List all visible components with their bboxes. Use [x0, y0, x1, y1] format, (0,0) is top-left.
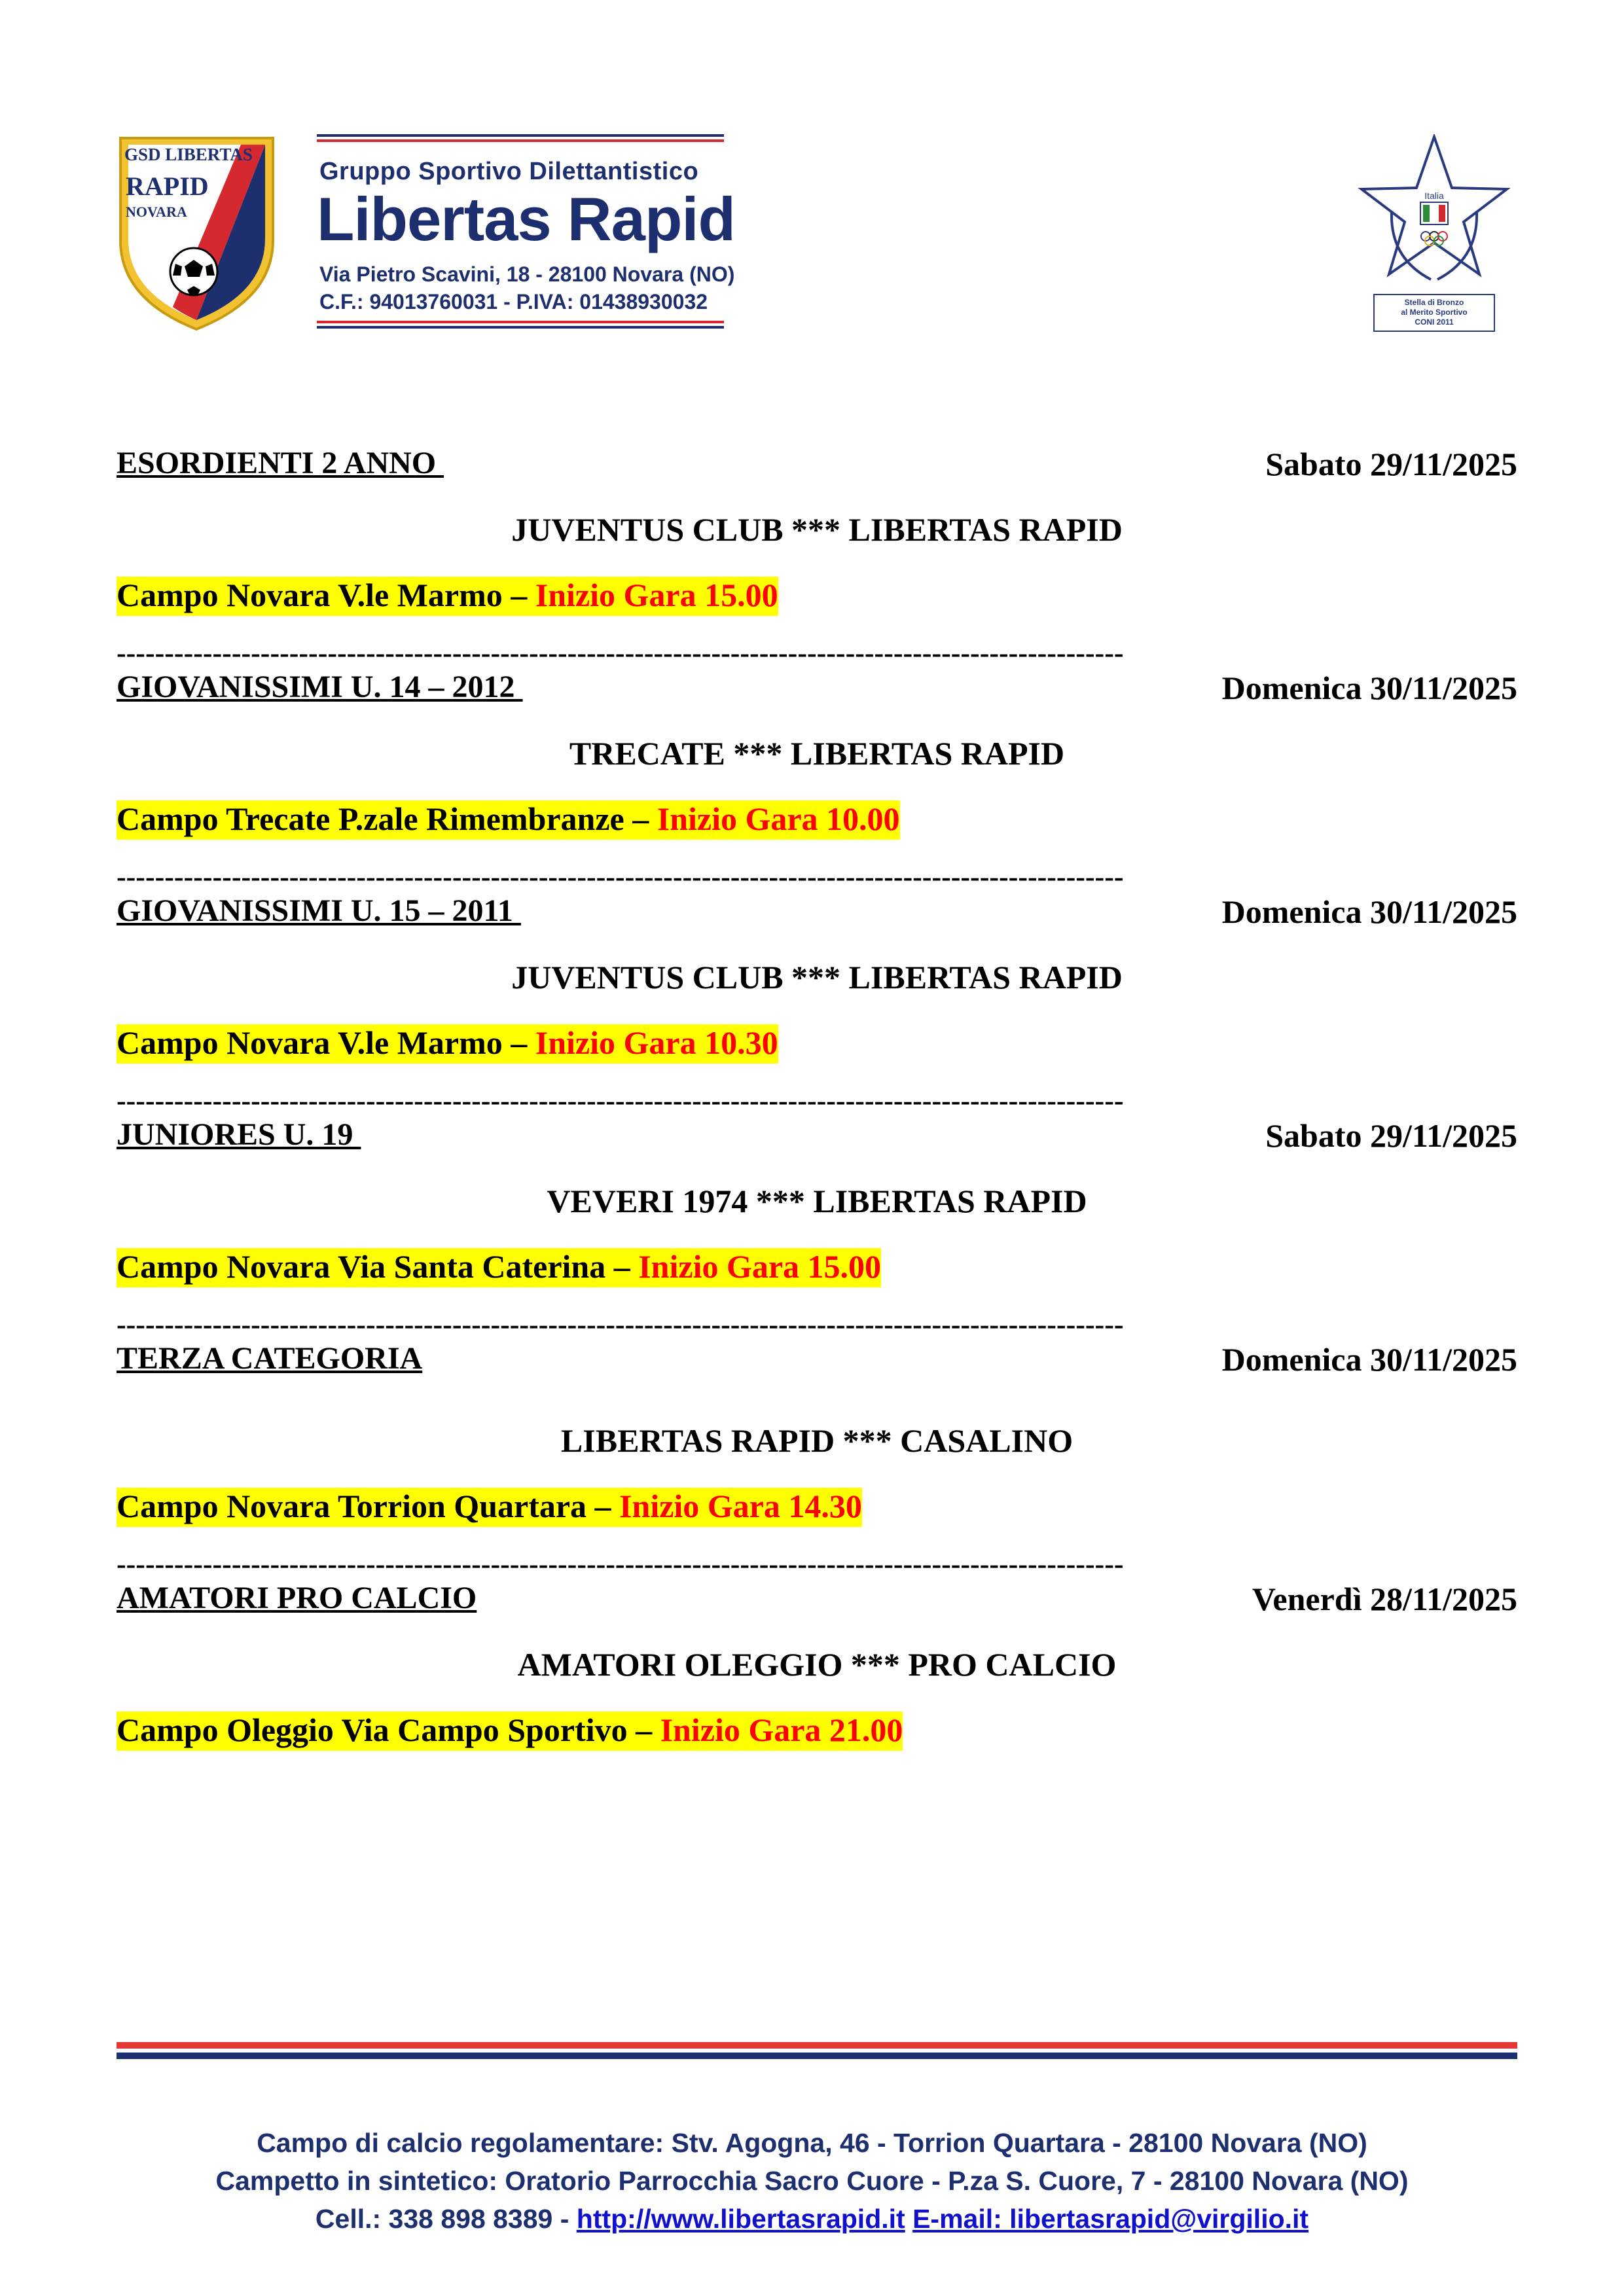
event-start-time: Inizio Gara 10.00	[657, 800, 900, 837]
footer-field-address: Campo di calcio regolamentare: Stv. Agogna, 46 - Torrion Quartara - 28100 Novara (NO)	[257, 2128, 1367, 2158]
event-start-time: Inizio Gara 21.00	[660, 1712, 903, 1748]
event-match: LIBERTAS RAPID *** CASALINO	[560, 1422, 1074, 1459]
coni-caption	[1373, 294, 1495, 332]
event-venue-line	[117, 1024, 1517, 1064]
event-date: Sabato 29/11/2025	[1265, 446, 1517, 482]
brand-name: Libertas Rapid	[317, 185, 735, 253]
email-link[interactable]: E-mail: libertasrapid@virgilio.it	[912, 2204, 1309, 2234]
event-match: JUVENTUS CLUB *** LIBERTAS RAPID	[511, 511, 1123, 548]
club-shield-logo	[117, 135, 277, 332]
event-venue: Campo Trecate P.zale Rimembranze –	[117, 800, 657, 837]
event-date: Sabato 29/11/2025	[1265, 1117, 1517, 1154]
coni-award-logo	[1352, 134, 1516, 334]
event-giovanissimi-u14	[117, 669, 1517, 893]
event-venue: Campo Novara V.le Marmo –	[117, 1024, 535, 1061]
club-brand-block	[317, 134, 735, 334]
brand-top-stripes	[317, 134, 724, 147]
coni-caption-line-3: CONI 2011	[1415, 317, 1454, 327]
brand-address: Via Pietro Scavini, 18 - 28100 Novara (NO)	[319, 262, 735, 286]
footer-phone: Cell.: 338 898 8389 -	[315, 2204, 577, 2234]
event-category: GIOVANISSIMI U. 14 – 2012	[117, 670, 523, 704]
event-venue: Campo Novara Torrion Quartara –	[117, 1488, 620, 1524]
separator: ---------------------------------------------------------------------------------------------------------	[117, 1548, 1124, 1580]
shield-line-2: RAPID	[126, 171, 209, 201]
letterhead	[0, 0, 1624, 367]
event-venue: Campo Novara V.le Marmo –	[117, 577, 535, 613]
event-category: JUNIORES U. 19	[117, 1117, 361, 1152]
shield-line-1: GSD LIBERTAS	[124, 145, 253, 164]
coni-caption-line-1: Stella di Bronzo	[1404, 298, 1464, 307]
brand-subtitle: Gruppo Sportivo Dilettantistico	[319, 158, 699, 185]
separator: ---------------------------------------------------------------------------------------------------------	[117, 1085, 1124, 1117]
event-start-time: Inizio Gara 14.30	[619, 1488, 862, 1524]
event-start-time: Inizio Gara 10.30	[535, 1024, 778, 1061]
event-match: JUVENTUS CLUB *** LIBERTAS RAPID	[511, 959, 1123, 996]
event-category: AMATORI PRO CALCIO	[117, 1581, 477, 1615]
event-date: Domenica 30/11/2025	[1221, 893, 1517, 930]
separator: ---------------------------------------------------------------------------------------------------------	[117, 861, 1124, 893]
match-schedule	[117, 445, 1517, 1751]
event-juniores	[117, 1117, 1517, 1340]
event-terza-categoria	[117, 1340, 1517, 1580]
event-date: Domenica 30/11/2025	[1221, 1341, 1517, 1378]
footer-pitch-address: Campetto in sintetico: Oratorio Parrocchia Sacro Cuore - P.za S. Cuore, 7 - 28100 Novara (NO)	[215, 2166, 1409, 2196]
footer-stripes	[117, 2042, 1517, 2059]
website-link[interactable]: http://www.libertasrapid.it	[576, 2204, 905, 2234]
event-venue-line	[117, 1247, 1517, 1288]
brand-bottom-stripes	[317, 321, 724, 334]
event-amatori	[117, 1580, 1517, 1751]
separator: ---------------------------------------------------------------------------------------------------------	[117, 1308, 1124, 1340]
event-match: AMATORI OLEGGIO *** PRO CALCIO	[517, 1646, 1117, 1683]
event-category: ESORDIENTI 2 ANNO	[117, 446, 444, 480]
event-category: GIOVANISSIMI U. 15 – 2011	[117, 893, 521, 928]
coni-caption-line-2: al Merito Sportivo	[1401, 308, 1468, 317]
event-venue: Campo Novara Via Santa Caterina –	[117, 1248, 639, 1285]
event-date: Domenica 30/11/2025	[1221, 670, 1517, 706]
coni-italia-label: Italia	[1424, 190, 1444, 201]
brand-tax-ids: C.F.: 94013760031 - P.IVA: 01438930032	[319, 290, 708, 314]
event-venue: Campo Oleggio Via Campo Sportivo –	[117, 1712, 660, 1748]
event-esordienti	[117, 445, 1517, 669]
event-start-time: Inizio Gara 15.00	[638, 1248, 882, 1285]
footer-contacts	[0, 2200, 1624, 2238]
event-match: TRECATE *** LIBERTAS RAPID	[569, 735, 1065, 772]
event-venue-line	[117, 576, 1517, 617]
event-giovanissimi-u15	[117, 893, 1517, 1117]
event-venue-line	[117, 1711, 1517, 1751]
shield-icon	[117, 135, 277, 332]
event-venue-line	[117, 800, 1517, 840]
event-category: TERZA CATEGORIA	[117, 1341, 423, 1376]
footer	[0, 2124, 1624, 2238]
event-date: Venerdì 28/11/2025	[1252, 1581, 1517, 1617]
event-match: VEVERI 1974 *** LIBERTAS RAPID	[547, 1183, 1087, 1219]
event-start-time: Inizio Gara 15.00	[535, 577, 778, 613]
event-venue-line	[117, 1487, 1517, 1528]
shield-line-3: NOVARA	[126, 204, 187, 220]
separator: ---------------------------------------------------------------------------------------------------------	[117, 637, 1124, 669]
